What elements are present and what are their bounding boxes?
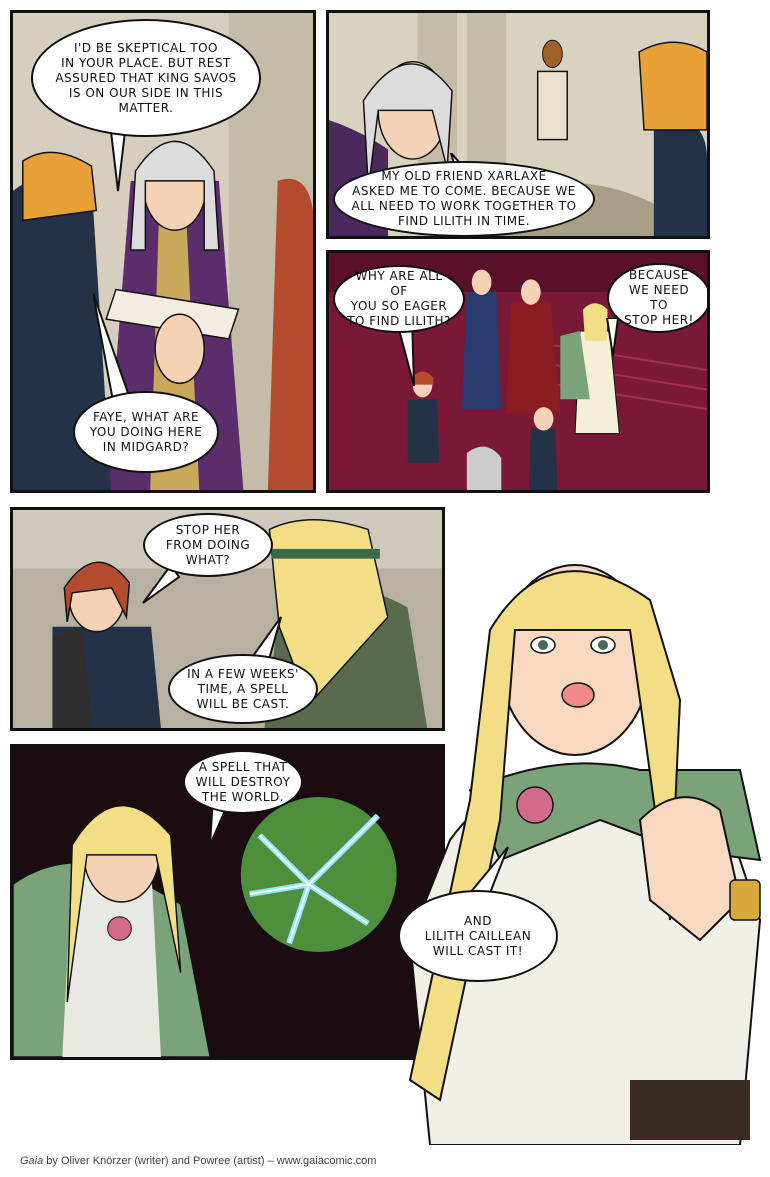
panel-2-bubble-1: MY OLD FRIEND XARLAXE ASKED ME TO COME. BECAUSE WE ALL NEED TO WORK TOGETHER TO FIND LILITH IN TIME. — [333, 161, 595, 237]
credit-line — [20, 1155, 376, 1167]
panel-2 — [326, 10, 710, 239]
panel-6 — [300, 520, 770, 1145]
panel-6-tail-1 — [450, 845, 510, 895]
credit-text: by Oliver Knörzer (writer) and Powree (artist) – www.gaiacomic.com — [43, 1155, 377, 1167]
panel-5-bubble-1: A SPELL THAT WILL DESTROY THE WORLD. — [183, 750, 303, 814]
panel-3 — [326, 250, 710, 493]
panel-3-bubble-2: BECAUSE WE NEED TO STOP HER! — [607, 263, 710, 333]
panel-6-bubble-1: AND LILITH CAILLEAN WILL CAST IT! — [398, 890, 558, 982]
panel-1 — [10, 10, 316, 493]
panel-6-art — [300, 520, 770, 1145]
panel-1-bubble-2: FAYE, WHAT ARE YOU DOING HERE IN MIDGARD? — [73, 391, 219, 473]
panel-3-bubble-1: WHY ARE ALL OF YOU SO EAGER TO FIND LILITH? — [333, 265, 465, 333]
credit-title: Gaia — [20, 1155, 44, 1167]
panel-4-bubble-1: STOP HER FROM DOING WHAT? — [143, 513, 273, 577]
panel-1-tail-2 — [93, 293, 133, 403]
panel-4-bubble-2: IN A FEW WEEKS' TIME, A SPELL WILL BE CAST. — [168, 654, 318, 724]
panel-1-bubble-1: I'D BE SKEPTICAL TOO IN YOUR PLACE. BUT REST ASSURED THAT KING SAVOS IS ON OUR SIDE IN THIS MATTER. — [31, 19, 261, 137]
panel-3-tail-2 — [605, 318, 620, 358]
